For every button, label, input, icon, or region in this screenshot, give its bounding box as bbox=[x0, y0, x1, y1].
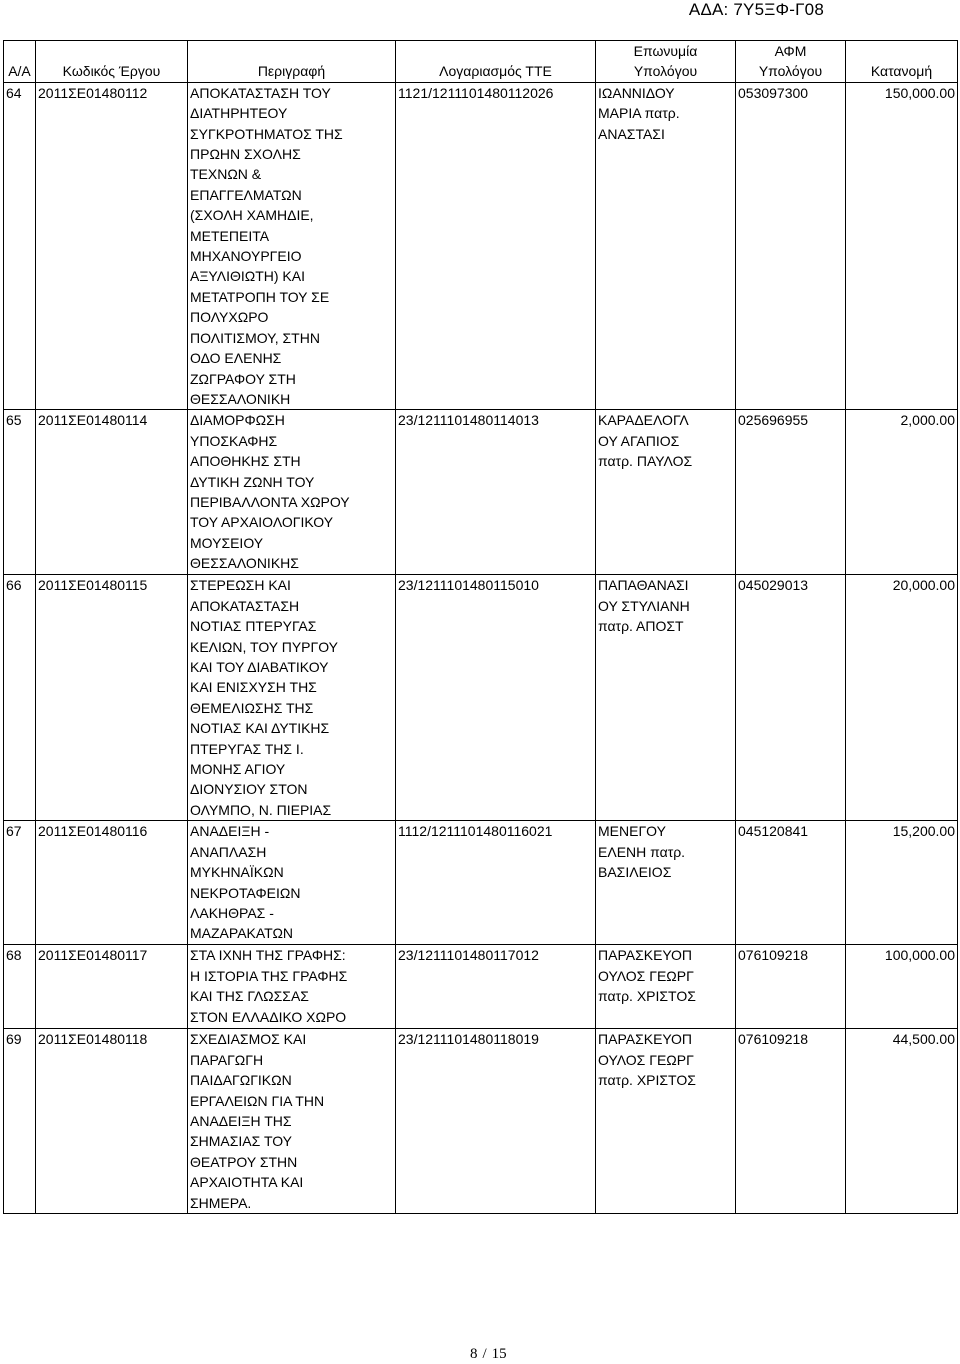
cell-account: 23/1211101480117012 bbox=[396, 945, 596, 1029]
col-header-account: Λογαριασμός ΤΤΕ bbox=[396, 41, 596, 83]
page-separator: / bbox=[482, 1346, 487, 1362]
cell-amount: 15,200.00 bbox=[846, 821, 958, 945]
table-header-row bbox=[4, 41, 958, 83]
cell-aa: 68 bbox=[4, 945, 36, 1029]
col-header-name-line2: Υπολόγου bbox=[633, 63, 698, 80]
table-row bbox=[4, 1029, 958, 1214]
cell-code: 2011ΣΕ01480112 bbox=[36, 82, 188, 410]
cell-description: ΣΤΑ ΙΧΝΗ ΤΗΣ ΓΡΑΦΗΣ: Η ΙΣΤΟΡΙΑ ΤΗΣ ΓΡΑΦΗΣ ΚΑΙ ΤΗΣ ΓΛΩΣΣΑΣ ΣΤΟΝ ΕΛΛΑΔΙΚΟ ΧΩΡΟ bbox=[188, 945, 396, 1029]
cell-description: ΣΧΕΔΙΑΣΜΟΣ ΚΑΙ ΠΑΡΑΓΩΓΗ ΠΑΙΔΑΓΩΓΙΚΩΝ ΕΡΓΑΛΕΙΩΝ ΓΙΑ ΤΗΝ ΑΝΑΔΕΙΞΗ ΤΗΣ ΣΗΜΑΣΙΑΣ ΤΟΥ ΘΕΑΤΡΟΥ ΣΤΗΝ ΑΡΧΑΙΟΤΗΤΑ ΚΑΙ ΣΗΜΕΡΑ. bbox=[188, 1029, 396, 1214]
cell-name: ΠΑΠΑΘΑΝΑΣΙ ΟΥ ΣΤΥΛΙΑΝΗ πατρ. ΑΠΟΣΤ bbox=[596, 575, 736, 821]
ada-code: ΑΔΑ: 7Υ5ΞΦ-Γ08 bbox=[688, 0, 824, 19]
cell-account: 23/1211101480114013 bbox=[396, 410, 596, 575]
col-header-desc: Περιγραφή bbox=[188, 41, 396, 83]
table-row bbox=[4, 82, 958, 410]
cell-code: 2011ΣΕ01480114 bbox=[36, 410, 188, 575]
page-number bbox=[470, 1346, 507, 1363]
cell-afm: 025696955 bbox=[736, 410, 846, 575]
cell-afm: 045029013 bbox=[736, 575, 846, 821]
cell-amount: 100,000.00 bbox=[846, 945, 958, 1029]
col-header-name bbox=[596, 41, 736, 83]
col-header-amount: Κατανομή bbox=[846, 41, 958, 83]
cell-name: ΠΑΡΑΣΚΕΥΟΠ ΟΥΛΟΣ ΓΕΩΡΓ πατρ. ΧΡΙΣΤΟΣ bbox=[596, 1029, 736, 1214]
col-header-name-line1: Επωνυμία bbox=[633, 43, 698, 59]
cell-aa: 64 bbox=[4, 82, 36, 410]
cell-name: ΚΑΡΑΔΕΛΟΓΛ ΟΥ ΑΓΑΠΙΟΣ πατρ. ΠΑΥΛΟΣ bbox=[596, 410, 736, 575]
cell-code: 2011ΣΕ01480117 bbox=[36, 945, 188, 1029]
cell-account: 1112/1211101480116021 bbox=[396, 821, 596, 945]
cell-account: 23/1211101480115010 bbox=[396, 575, 596, 821]
table-row bbox=[4, 945, 958, 1029]
cell-aa: 65 bbox=[4, 410, 36, 575]
table-row bbox=[4, 410, 958, 575]
cell-amount: 2,000.00 bbox=[846, 410, 958, 575]
cell-afm: 076109218 bbox=[736, 945, 846, 1029]
allocation-table bbox=[3, 40, 958, 1214]
cell-afm: 053097300 bbox=[736, 82, 846, 410]
cell-amount: 150,000.00 bbox=[846, 82, 958, 410]
cell-aa: 69 bbox=[4, 1029, 36, 1214]
cell-description: ΑΠΟΚΑΤΑΣΤΑΣΗ ΤΟΥ ΔΙΑΤΗΡΗΤΕΟΥ ΣΥΓΚΡΟΤΗΜΑΤΟΣ ΤΗΣ ΠΡΩΗΝ ΣΧΟΛΗΣ ΤΕΧΝΩΝ & ΕΠΑΓΓΕΛΜΑΤΩΝ (ΣΧΟΛΗ ΧΑΜΗΔΙΕ, ΜΕΤΕΠΕΙΤΑ ΜΗΧΑΝΟΥΡΓΕΙΟ ΑΞΥΛΙΘΙΩΤΗ) ΚΑΙ ΜΕΤΑΤΡΟΠΗ ΤΟΥ ΣΕ ΠΟΛΥΧΩΡΟ ΠΟΛΙΤΙΣΜΟΥ, ΣΤΗΝ ΟΔΟ ΕΛΕΝΗΣ ΖΩΓΡΑΦΟΥ ΣΤΗ ΘΕΣΣΑΛΟΝΙΚΗ bbox=[188, 82, 396, 410]
cell-name: ΜΕΝΕΓΟΥ ΕΛΕΝΗ πατρ. ΒΑΣΙΛΕΙΟΣ bbox=[596, 821, 736, 945]
cell-amount: 20,000.00 bbox=[846, 575, 958, 821]
table-row bbox=[4, 575, 958, 821]
cell-code: 2011ΣΕ01480115 bbox=[36, 575, 188, 821]
col-header-aa: Α/Α bbox=[4, 41, 36, 83]
cell-amount: 44,500.00 bbox=[846, 1029, 958, 1214]
cell-name: ΙΩΑΝΝΙΔΟΥ ΜΑΡΙΑ πατρ. ΑΝΑΣΤΑΣΙ bbox=[596, 82, 736, 410]
page-total: 15 bbox=[491, 1346, 507, 1362]
col-header-afm bbox=[736, 41, 846, 83]
page-current: 8 bbox=[470, 1346, 478, 1362]
cell-aa: 66 bbox=[4, 575, 36, 821]
cell-description: ΔΙΑΜΟΡΦΩΣΗ ΥΠΟΣΚΑΦΗΣ ΑΠΟΘΗΚΗΣ ΣΤΗ ΔΥΤΙΚΗ ΖΩΝΗ ΤΟΥ ΠΕΡΙΒΑΛΛΟΝΤΑ ΧΩΡΟΥ ΤΟΥ ΑΡΧΑΙΟΛΟΓΙΚΟΥ ΜΟΥΣΕΙΟΥ ΘΕΣΣΑΛΟΝΙΚΗΣ bbox=[188, 410, 396, 575]
cell-afm: 045120841 bbox=[736, 821, 846, 945]
cell-aa: 67 bbox=[4, 821, 36, 945]
cell-code: 2011ΣΕ01480116 bbox=[36, 821, 188, 945]
cell-name: ΠΑΡΑΣΚΕΥΟΠ ΟΥΛΟΣ ΓΕΩΡΓ πατρ. ΧΡΙΣΤΟΣ bbox=[596, 945, 736, 1029]
cell-afm: 076109218 bbox=[736, 1029, 846, 1214]
col-header-afm-line2: Υπολόγου bbox=[758, 63, 823, 80]
cell-account: 1121/1211101480112026 bbox=[396, 82, 596, 410]
table-row bbox=[4, 821, 958, 945]
cell-description: ΑΝΑΔΕΙΞΗ - ΑΝΑΠΛΑΣΗ ΜΥΚΗΝΑΪΚΩΝ ΝΕΚΡΟΤΑΦΕΙΩΝ ΛΑΚΗΘΡΑΣ - ΜΑΖΑΡΑΚΑΤΩΝ bbox=[188, 821, 396, 945]
cell-code: 2011ΣΕ01480118 bbox=[36, 1029, 188, 1214]
cell-description: ΣΤΕΡΕΩΣΗ ΚΑΙ ΑΠΟΚΑΤΑΣΤΑΣΗ ΝΟΤΙΑΣ ΠΤΕΡΥΓΑΣ ΚΕΛΙΩΝ, ΤΟΥ ΠΥΡΓΟΥ ΚΑΙ ΤΟΥ ΔΙΑΒΑΤΙΚΟΥ ΚΑΙ ΕΝΙΣΧΥΣΗ ΤΗΣ ΘΕΜΕΛΙΩΣΗΣ ΤΗΣ ΝΟΤΙΑΣ ΚΑΙ ΔΥΤΙΚΗΣ ΠΤΕΡΥΓΑΣ ΤΗΣ Ι. ΜΟΝΗΣ ΑΓΙΟΥ ΔΙΟΝΥΣΙΟΥ ΣΤΟΝ ΟΛΥΜΠΟ, Ν. ΠΙΕΡΙΑΣ bbox=[188, 575, 396, 821]
col-header-code: Κωδικός Έργου bbox=[36, 41, 188, 83]
col-header-afm-line1: ΑΦΜ bbox=[774, 43, 807, 59]
cell-account: 23/1211101480118019 bbox=[396, 1029, 596, 1214]
